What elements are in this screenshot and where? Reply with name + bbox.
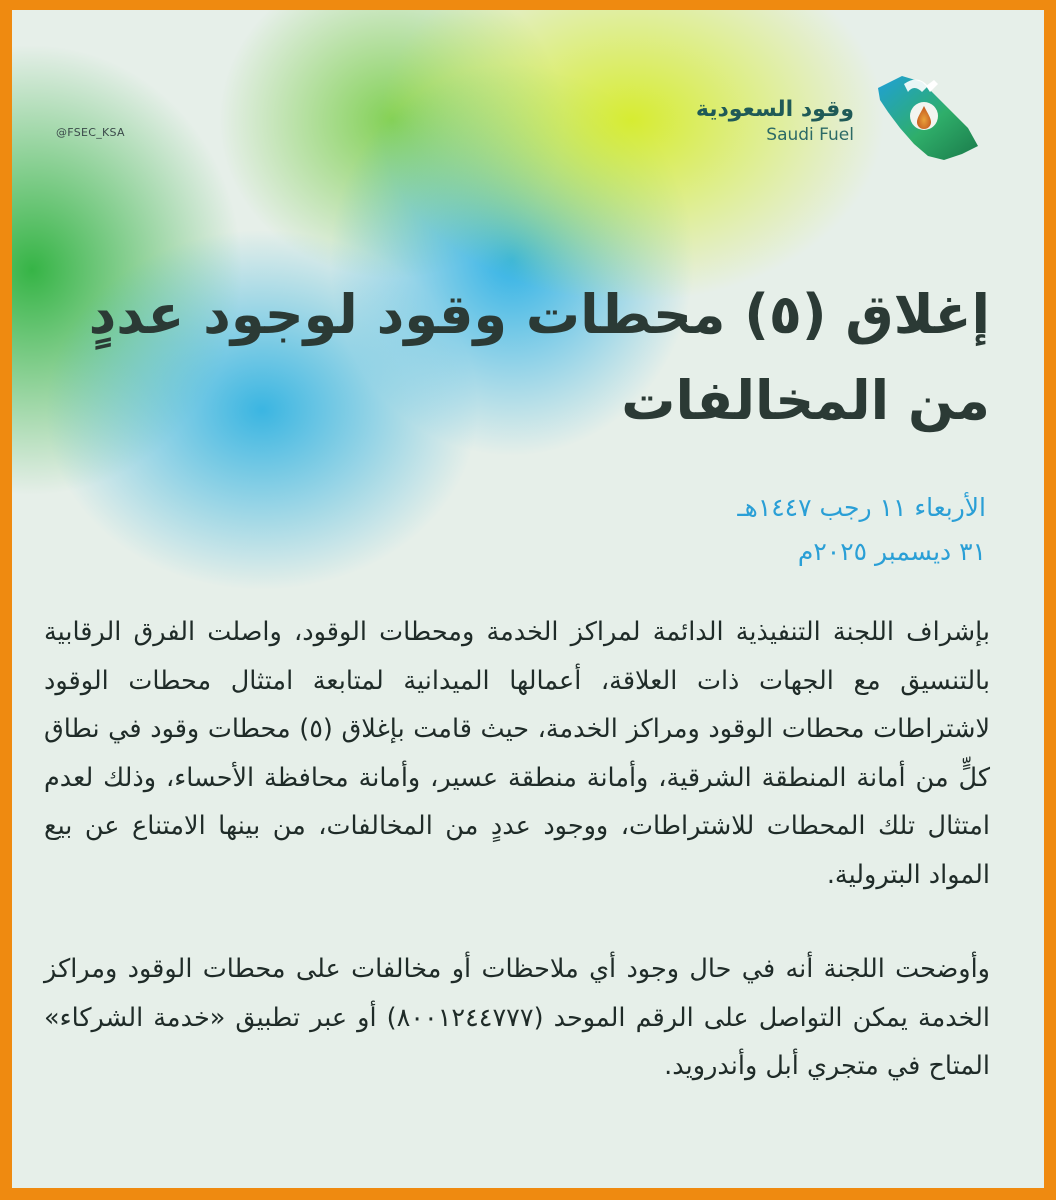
gregorian-date: ٣١ ديسمبر ٢٠٢٥م — [797, 537, 986, 566]
logo-name-ar: وقود السعودية — [695, 97, 854, 122]
paragraph-1: بإشراف اللجنة التنفيذية الدائمة لمراكز الخدمة ومحطات الوقود، واصلت الفرق الرقابية بالتنسيق مع الجهات ذات العلاقة، أعمالها الميدانية لمتابعة امتثال محطات الوقود لاشتراطات محطات الوقود ومراكز الخدمة، حيث قامت بإغلاق (٥) محطات وقود في نطاق كلٍّ من أمانة المنطقة الشرقية، وأمانة منطقة عسير، وأمانة محافظة الأحساء، وذلك لعدم امتثال تلك المحطات للاشتراطات، ووجود عددٍ من المخالفات، من بينها الامتناع عن بيع المواد البترولية. — [44, 617, 991, 890]
logo-name-en: Saudi Fuel — [766, 125, 854, 145]
paragraph-2: وأوضحت اللجنة أنه في حال وجود أي ملاحظات أو مخالفات على محطات الوقود ومراكز الخدمة يمكن التواصل على الرقم الموحد (٨٠٠١٢٤٤٧٧٧) أو عبر تطبيق «خدمة الشركاء» المتاح في متجري أبل وأندرويد. — [44, 954, 990, 1081]
hijri-date: الأربعاء ١١ رجب ١٤٤٧هـ — [737, 493, 986, 522]
date-block — [737, 486, 986, 574]
logo-text — [696, 96, 854, 146]
announcement-card — [12, 10, 1044, 1188]
headline: إغلاق (٥) محطات وقود لوجود عددٍ من المخالفات — [88, 283, 990, 432]
social-handle: @FSEC_KSA — [56, 126, 125, 139]
brand-logo — [664, 66, 984, 166]
saudi-map-fuel-nozzle-icon — [864, 66, 984, 166]
article-body — [44, 608, 990, 1091]
